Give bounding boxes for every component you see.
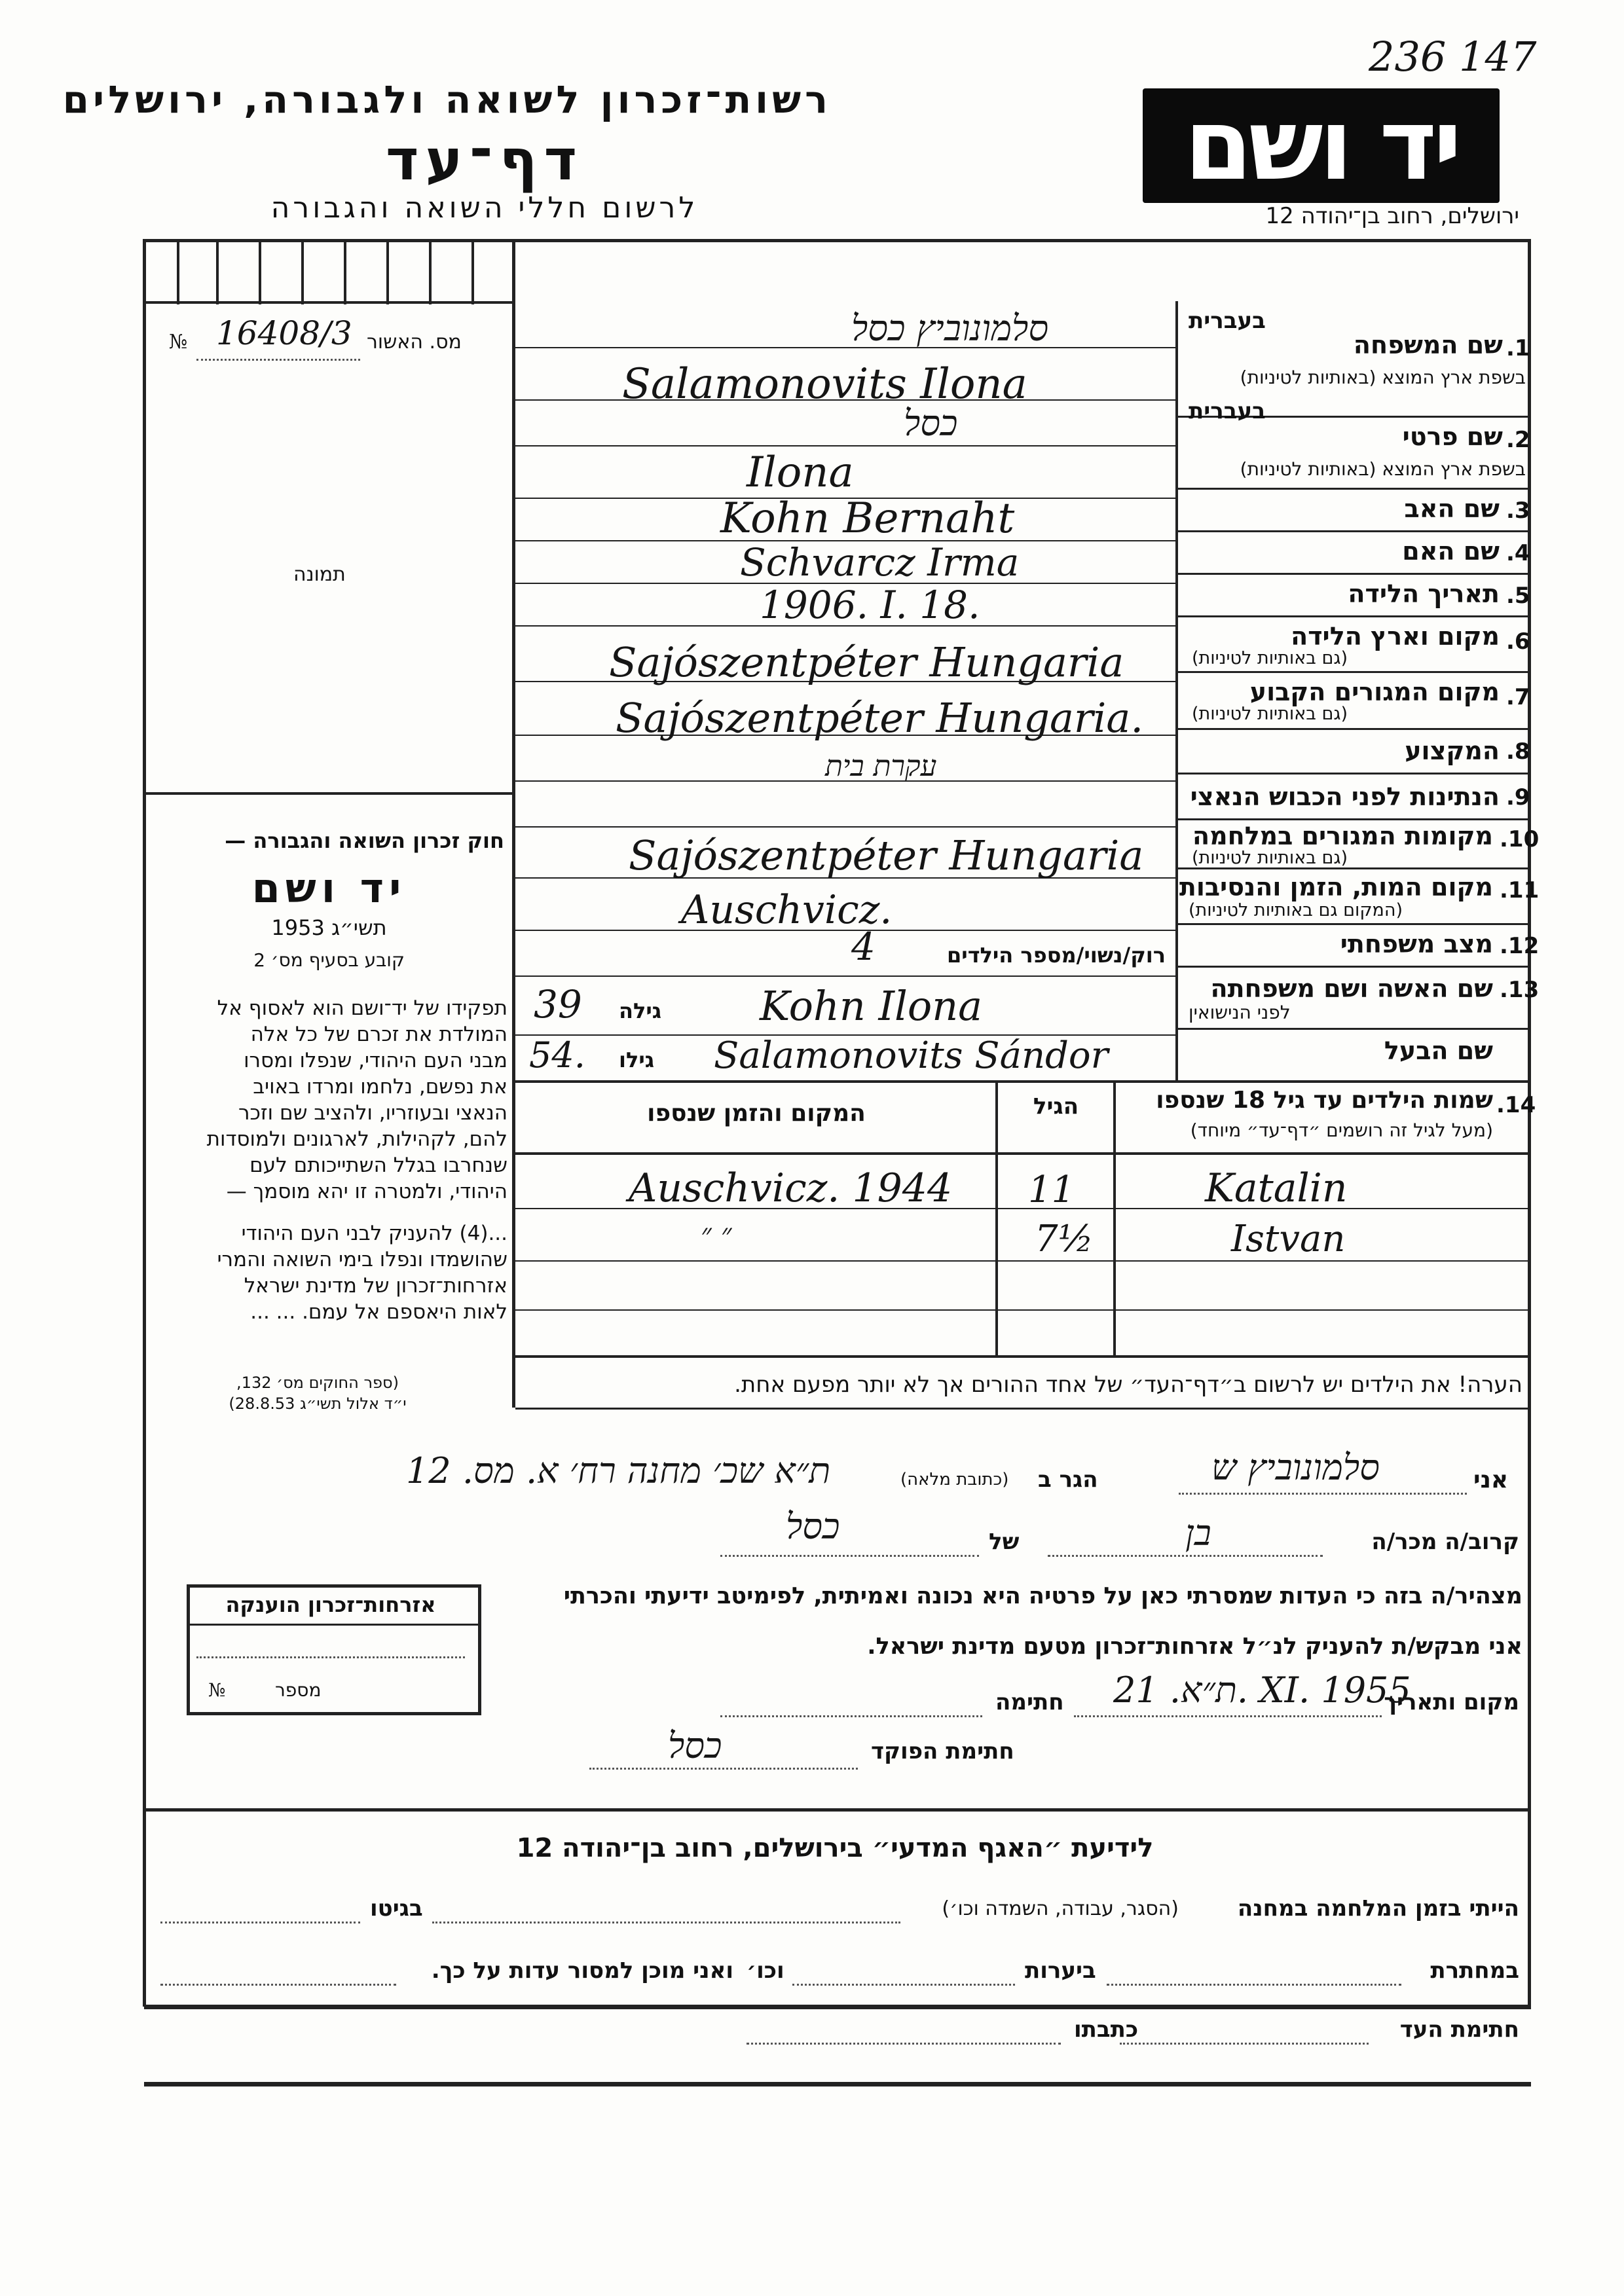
field-8-number: 8. (1506, 738, 1530, 765)
field-6-label: מקום וארץ הלידה (1291, 622, 1500, 651)
bottom-line3-dots-1 (1120, 2043, 1369, 2045)
child-2-place: ״ ״ (701, 1218, 732, 1251)
field-8-label: המקצוע (1405, 737, 1500, 765)
citizenship-dotted-1 (196, 1656, 465, 1658)
box-square (301, 242, 335, 304)
husband-age: 54. (529, 1034, 585, 1076)
left-column-divider (512, 239, 515, 1408)
page-bottom-rule (144, 2082, 1531, 2086)
officer-line (589, 1768, 858, 1770)
relation-label: קרוב/ה מכר/ה (1371, 1529, 1519, 1555)
field-6-value: Sajószentpéter Hungaria (609, 638, 1124, 686)
place-date-line (1074, 1715, 1382, 1717)
row-separator (1175, 573, 1529, 575)
field-12-value: 4 (851, 924, 876, 969)
box-square (386, 242, 420, 304)
field-13-label: שם האשה ושם משפחתה (1210, 974, 1493, 1003)
field-2-latin-label: בשפת ארץ המוצא (באותיות לטיניות) (1240, 458, 1526, 480)
box-square (177, 242, 211, 304)
field-7-number: 7. (1506, 684, 1530, 710)
bottom-line3-dots-2 (747, 2043, 1061, 2045)
field-13-age-label: גילה (619, 998, 662, 1023)
field-8-value: עקרת בית (825, 750, 937, 783)
value-line (515, 445, 1177, 446)
law-heading: חוק זכרון השואה והגבורה — (225, 828, 504, 853)
of-line (720, 1555, 979, 1557)
box-square (259, 242, 293, 304)
child-2-name: Istvan (1231, 1218, 1346, 1260)
field-12-number: 12. (1500, 933, 1540, 959)
children-col-name-divider (1113, 1080, 1116, 1355)
law-text-line: אזרחות־זכרון של מדינת ישראל (244, 1274, 507, 1298)
citizenship-number-label: מספר (275, 1679, 322, 1701)
field-1-number: 1. (1506, 335, 1530, 361)
field-13-value: Kohn Ilona (760, 982, 983, 1030)
law-text-line: לאות היאספם אל עמם. ... ... (250, 1300, 507, 1324)
left-lower-divider (144, 792, 514, 795)
logo-address: ירושלים, רחוב בן־יהודה 12 (1265, 203, 1519, 229)
place-date-label: מקום ותאריך (1384, 1689, 1519, 1715)
field-12-label: מצב משפחתי (1340, 930, 1493, 958)
signature-line (720, 1715, 982, 1717)
bottom-title: לידיעת ״האגף המדעי״ בירושלים, רחוב בן־יהודה 12 (516, 1833, 1154, 1863)
relation-line (1048, 1555, 1323, 1557)
field-1-latin-label: בשפת ארץ המוצא (באותיות לטיניות) (1240, 367, 1526, 388)
field-13-age: 39 (534, 982, 582, 1027)
relation-value: בן (1185, 1512, 1211, 1554)
bottom-line1-a: הייתי בזמן המלחמה במחנה (1237, 1895, 1519, 1922)
law-year: תשי״ג 1953 (271, 915, 387, 940)
place-date-value: ת״א. 21. XI. 1955 (1113, 1669, 1411, 1711)
row-separator (1175, 1028, 1529, 1030)
citizenship-no-sign: № (208, 1679, 226, 1701)
bottom-line3-b: כתבתו (1074, 2016, 1139, 2043)
bottom-section-top (144, 1808, 1531, 1812)
declaration-name-line (1179, 1493, 1467, 1495)
child-1-place: Auschvicz. 1944 (629, 1165, 953, 1211)
law-text-line: הנאצי ובעוזריו, ולהציב שם וזכר (238, 1101, 507, 1125)
law-text-line: היהודי, ולמטרה זו יהא מוסמך — (226, 1180, 507, 1203)
field-1-hebrew-tag: בעברית (1189, 308, 1266, 334)
field-11-sub: (המקום גם באותיות לטיניות) (1189, 900, 1403, 920)
bottom-line2-b: ביערות (1025, 1958, 1096, 1984)
field-9-label: הנתינות לפני הכבוש הנאצי (1190, 782, 1500, 811)
signature-label: חתימה (995, 1689, 1064, 1715)
bottom-line2-c: וכו׳ (747, 1958, 784, 1984)
field-11-label: מקום המות, הזמן והנסיבות (1179, 873, 1493, 902)
bottom-line2-dots-3 (160, 1984, 396, 1986)
field-11-value: Auschvicz. (681, 887, 893, 933)
law-text-line: תפקידו של יד־ושם הוא לאסוף אל (217, 996, 507, 1020)
field-10-sub: (גם באותיות לטיניות) (1192, 848, 1348, 868)
field-4-number: 4. (1506, 540, 1530, 566)
field-13-sub: לפני הנישואין (1189, 1002, 1291, 1023)
declaration-address: ת״א שכ׳ מחנה רח׳ א. מס. 12 (406, 1450, 831, 1491)
row-separator (1175, 773, 1529, 774)
statement-1: מצהיר/ה בזה כי העדות שמסרתי כאן על פרטיה היא נכונה ואמיתית, לפימיטב ידיעתי והכרתי (563, 1583, 1522, 1609)
bottom-line3-a: חתימת העד (1399, 2016, 1519, 2043)
children-bottom-line (515, 1355, 1529, 1358)
law-text-line: להם, לקהילות, לארגונים ולמוסדות (206, 1127, 507, 1151)
children-col-age: הגיל (1033, 1093, 1079, 1120)
of-label: של (989, 1529, 1020, 1555)
note-text: הערה! את הילדים יש לרשום ב״דף־העד״ של אחד ההורים אך לא יותר מפעם אחת. (734, 1372, 1522, 1398)
serial-label: מס. האשור (367, 331, 462, 354)
law-text-line: שהושמדו ונפלו בימי השואה והמרי (217, 1248, 507, 1271)
law-reference-1: (ספר החוקים מס׳ 132, (236, 1374, 399, 1392)
field-2-number: 2. (1506, 427, 1530, 453)
citizenship-title: אזרחות־זכרון הוענקה (225, 1592, 436, 1617)
declaration-resides: הגר ב (1038, 1467, 1098, 1493)
field-10-number: 10. (1500, 826, 1540, 852)
box-square (216, 242, 250, 304)
law-reference-2: י״ד אלול תשי״ג 28.8.53) (229, 1394, 407, 1413)
child-1-age: 11 (1028, 1169, 1075, 1211)
law-text (151, 995, 507, 1325)
field-12-inline-label: רוק/נשוי/מספר הילדים (947, 943, 1166, 968)
law-text-line: שנחרבו בגלל השתייכותם לעם (249, 1154, 507, 1177)
frame-bottom (144, 2005, 1531, 2009)
field-6-number: 6. (1506, 629, 1530, 655)
husband-age-label: גילו (619, 1048, 655, 1072)
box-square (344, 242, 378, 304)
field-7-label: מקום המגורים הקבוע (1249, 678, 1500, 706)
field-5-number: 5. (1506, 583, 1530, 609)
children-row-line (515, 1309, 1529, 1311)
field-7-value: Sajószentpéter Hungaria. (616, 694, 1144, 742)
children-col-place: המקום והזמן שנספו (647, 1100, 866, 1127)
field-5-label: תאריך הלידה (1348, 579, 1500, 608)
field-10-value: Sajószentpéter Hungaria (629, 831, 1144, 879)
row-separator (1175, 818, 1529, 820)
photo-label: תמונה (293, 563, 346, 586)
field-1-latin-value: Salamonovits Ilona (622, 360, 1027, 409)
children-row-line (515, 1260, 1529, 1262)
child-2-age: 7½ (1035, 1218, 1094, 1260)
law-name: יד ושם (251, 864, 407, 912)
declaration-name: סלמונוביץ ש (1211, 1447, 1380, 1488)
field-6-sub: (גם באותיות לטיניות) (1192, 648, 1348, 668)
bottom-line1-dots-1 (432, 1922, 900, 1923)
field-2-label: שם פרטי (1402, 422, 1503, 451)
children-number: 14. (1496, 1092, 1536, 1118)
form-title: דף־עד (385, 128, 584, 193)
field-1-hebrew-value: סלמונוביץ כסל (851, 308, 1049, 349)
field-4-label: שם האם (1402, 537, 1500, 566)
serial-value: 16408/3 (216, 314, 352, 352)
field-4-value: Schvarcz Irma (740, 540, 1020, 585)
serial-line (196, 359, 360, 361)
of-value: כסל (786, 1506, 840, 1547)
bottom-line2-d: ואני מוכן למסור עדות על כך. (431, 1958, 733, 1984)
field-7-sub: (גם באותיות לטיניות) (1192, 704, 1348, 724)
field-3-number: 3. (1506, 498, 1530, 524)
value-line (515, 826, 1177, 828)
frame-left (143, 239, 146, 2007)
child-1-name: Katalin (1205, 1165, 1348, 1211)
field-5-value: 1906. I. 18. (760, 583, 980, 627)
row-separator (1175, 671, 1529, 673)
declaration-ani: אני (1473, 1467, 1509, 1493)
children-col-age-divider (995, 1080, 998, 1355)
children-header-line (515, 1152, 1529, 1155)
row-separator (1175, 923, 1529, 925)
field-2-latin-value: Ilona (747, 448, 854, 497)
husband-value: Salamonovits Sándor (714, 1034, 1109, 1077)
note-bottom-line (515, 1408, 1529, 1410)
children-title: שמות הילדים עד גיל 18 שנספו (1156, 1087, 1493, 1114)
value-line (515, 975, 1177, 977)
value-line (515, 347, 1177, 348)
field-9-number: 9. (1506, 784, 1530, 811)
row-separator (1175, 488, 1529, 490)
label-column-divider (1175, 301, 1178, 1080)
bottom-line1-b: (הסגר, עבודה, השמדה וכו׳) (942, 1897, 1179, 1920)
field-11-number: 11. (1500, 877, 1540, 903)
bottom-line2-dots-1 (1107, 1984, 1401, 1986)
bottom-line2-a: במחתרת (1430, 1958, 1519, 1984)
law-text-line: ...(4) להעניק לבני העם היהודי (241, 1222, 507, 1245)
officer-value: כסל (668, 1725, 722, 1766)
yad-vashem-logo: יד ושם (1143, 88, 1500, 203)
law-text-line: המולדת את זכרם של כל אלה (250, 1023, 507, 1046)
field-2-hebrew-tag: בעברית (1189, 398, 1266, 424)
field-10-label: מקומות המגורים במלחמה (1192, 822, 1493, 850)
row-separator (1175, 615, 1529, 617)
form-subtitle: לרשום חללי השואה והגבורה (270, 191, 699, 225)
box-square (429, 242, 463, 304)
box-square (471, 242, 506, 304)
row-separator (1175, 530, 1529, 532)
law-text-line: את נפשם, נלחמו ומרדו באויב (253, 1075, 507, 1099)
organization-line: רשות־זכרון לשואה ולגבורה, ירושלים (62, 77, 832, 122)
row-separator (1175, 728, 1529, 730)
field-1-label: שם המשפחה (1353, 331, 1503, 359)
field-3-value: Kohn Bernaht (720, 494, 1015, 543)
field-13-number: 13. (1500, 977, 1540, 1003)
law-text-line: מבני העם היהודי, שנפלו ומסרו (244, 1049, 507, 1072)
serial-no-sign: № (169, 331, 188, 354)
husband-label: שם הבעל (1384, 1036, 1493, 1065)
law-section: קובע בסעיף מס׳ 2 (253, 949, 405, 971)
field-2-hebrew-value: כסל (904, 403, 958, 444)
bottom-line1-c: בגיטו (370, 1895, 423, 1922)
archive-reference: 236 147 (1369, 33, 1537, 81)
row-separator (515, 1080, 1529, 1083)
citizenship-title-line (190, 1624, 478, 1626)
declaration-address-hint: (כתובת מלאה) (900, 1470, 1009, 1489)
bottom-line2-dots-2 (792, 1984, 1015, 1986)
bottom-line1-dots-2 (160, 1922, 360, 1923)
statement-2: אני מבקש/ת להעניק לנ״ל אזרחות־זכרון מטעם מדינת ישראל. (867, 1633, 1522, 1660)
row-separator (1175, 966, 1529, 968)
field-3-label: שם האב (1404, 494, 1500, 523)
children-title-sub: (מעל לגיל זה רושמים ״דף־עד״ מיוחד) (1190, 1120, 1493, 1141)
officer-label: חתימת הפוקד (871, 1738, 1014, 1764)
